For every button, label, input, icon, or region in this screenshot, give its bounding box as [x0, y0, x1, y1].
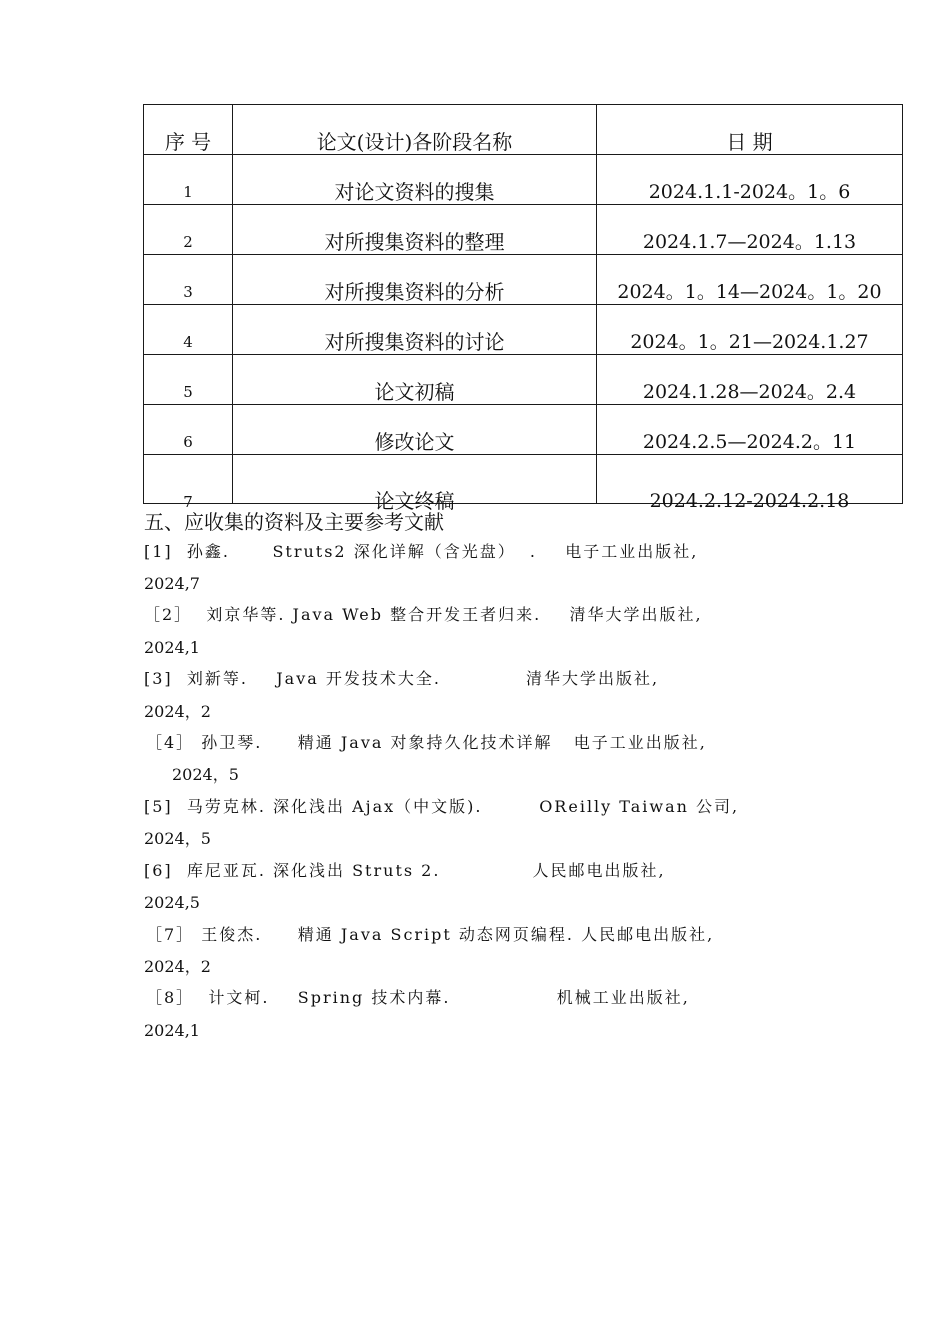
references-heading: 五、应收集的资料及主要参考文献 — [144, 510, 444, 534]
row-stage-name: 对所搜集资料的讨论 — [233, 305, 597, 355]
schedule-table — [143, 104, 903, 513]
reference-year-6: 2024,5 — [144, 893, 200, 912]
table-row — [144, 305, 903, 355]
reference-entry-6: [6] 库尼亚瓦. 深化浅出 Struts 2. 人民邮电出版社, — [144, 861, 666, 880]
reference-year-7: 2024，2 — [144, 957, 211, 976]
reference-entry-5: [5] 马劳克林. 深化浅出 Ajax（中文版). OReilly Taiwan 公司, — [144, 797, 740, 816]
table-row — [144, 355, 903, 405]
row-seq: 7 — [144, 455, 233, 504]
row-seq: 4 — [144, 305, 233, 355]
row-stage-name: 修改论文 — [233, 405, 597, 455]
row-seq: 2 — [144, 205, 233, 255]
table-row — [144, 455, 903, 504]
table-row — [144, 155, 903, 205]
row-date: 2024.2.5—2024.2。11 — [597, 405, 903, 455]
table-row — [144, 255, 903, 305]
header-date: 日 期 — [597, 105, 903, 155]
reference-entry-1: [1] 孙鑫. Struts2 深化详解（含光盘） . 电子工业出版社, — [144, 542, 699, 561]
reference-year-3: 2024，2 — [144, 702, 211, 721]
reference-entry-2: ［2］ 刘京华等. Java Web 整合开发王者归来. 清华大学出版社, — [144, 605, 703, 624]
row-date: 2024。1。14—2024。1。20 — [597, 255, 903, 305]
header-stage-name: 论文(设计)各阶段名称 — [233, 105, 597, 155]
row-date: 2024.1.1-2024。1。6 — [597, 155, 903, 205]
header-seq: 序 号 — [144, 105, 233, 155]
reference-entry-3: [3] 刘新等. Java 开发技术大全. 清华大学出版社, — [144, 669, 660, 688]
reference-year-1: 2024,7 — [144, 574, 200, 593]
row-date: 2024。1。21—2024.1.27 — [597, 305, 903, 355]
row-seq: 5 — [144, 355, 233, 405]
reference-year-5: 2024，5 — [144, 829, 211, 848]
reference-entry-4: ［4］ 孙卫琴. 精通 Java 对象持久化技术详解 电子工业出版社, — [146, 733, 707, 752]
row-date: 2024.1.7—2024。1.13 — [597, 205, 903, 255]
row-stage-name: 论文初稿 — [233, 355, 597, 405]
reference-year-2: 2024,1 — [144, 638, 200, 657]
reference-year-8: 2024,1 — [144, 1021, 200, 1040]
row-stage-name: 对论文资料的搜集 — [233, 155, 597, 205]
row-date: 2024.1.28—2024。2.4 — [597, 355, 903, 405]
row-stage-name: 对所搜集资料的分析 — [233, 255, 597, 305]
table-row — [144, 405, 903, 455]
row-stage-name: 论文终稿 — [233, 455, 597, 504]
reference-entry-8: ［8］ 计文柯. Spring 技术内幕. 机械工业出版社, — [146, 988, 690, 1007]
row-seq: 3 — [144, 255, 233, 305]
reference-entry-7: ［7］ 王俊杰. 精通 Java Script 动态网页编程. 人民邮电出版社, — [146, 925, 715, 944]
row-date: 2024.2.12-2024.2.18 — [597, 455, 903, 504]
row-seq: 6 — [144, 405, 233, 455]
reference-year-4: 2024，5 — [172, 765, 239, 784]
table-header-row — [144, 105, 903, 155]
row-stage-name: 对所搜集资料的整理 — [233, 205, 597, 255]
row-seq: 1 — [144, 155, 233, 205]
table-row — [144, 205, 903, 255]
